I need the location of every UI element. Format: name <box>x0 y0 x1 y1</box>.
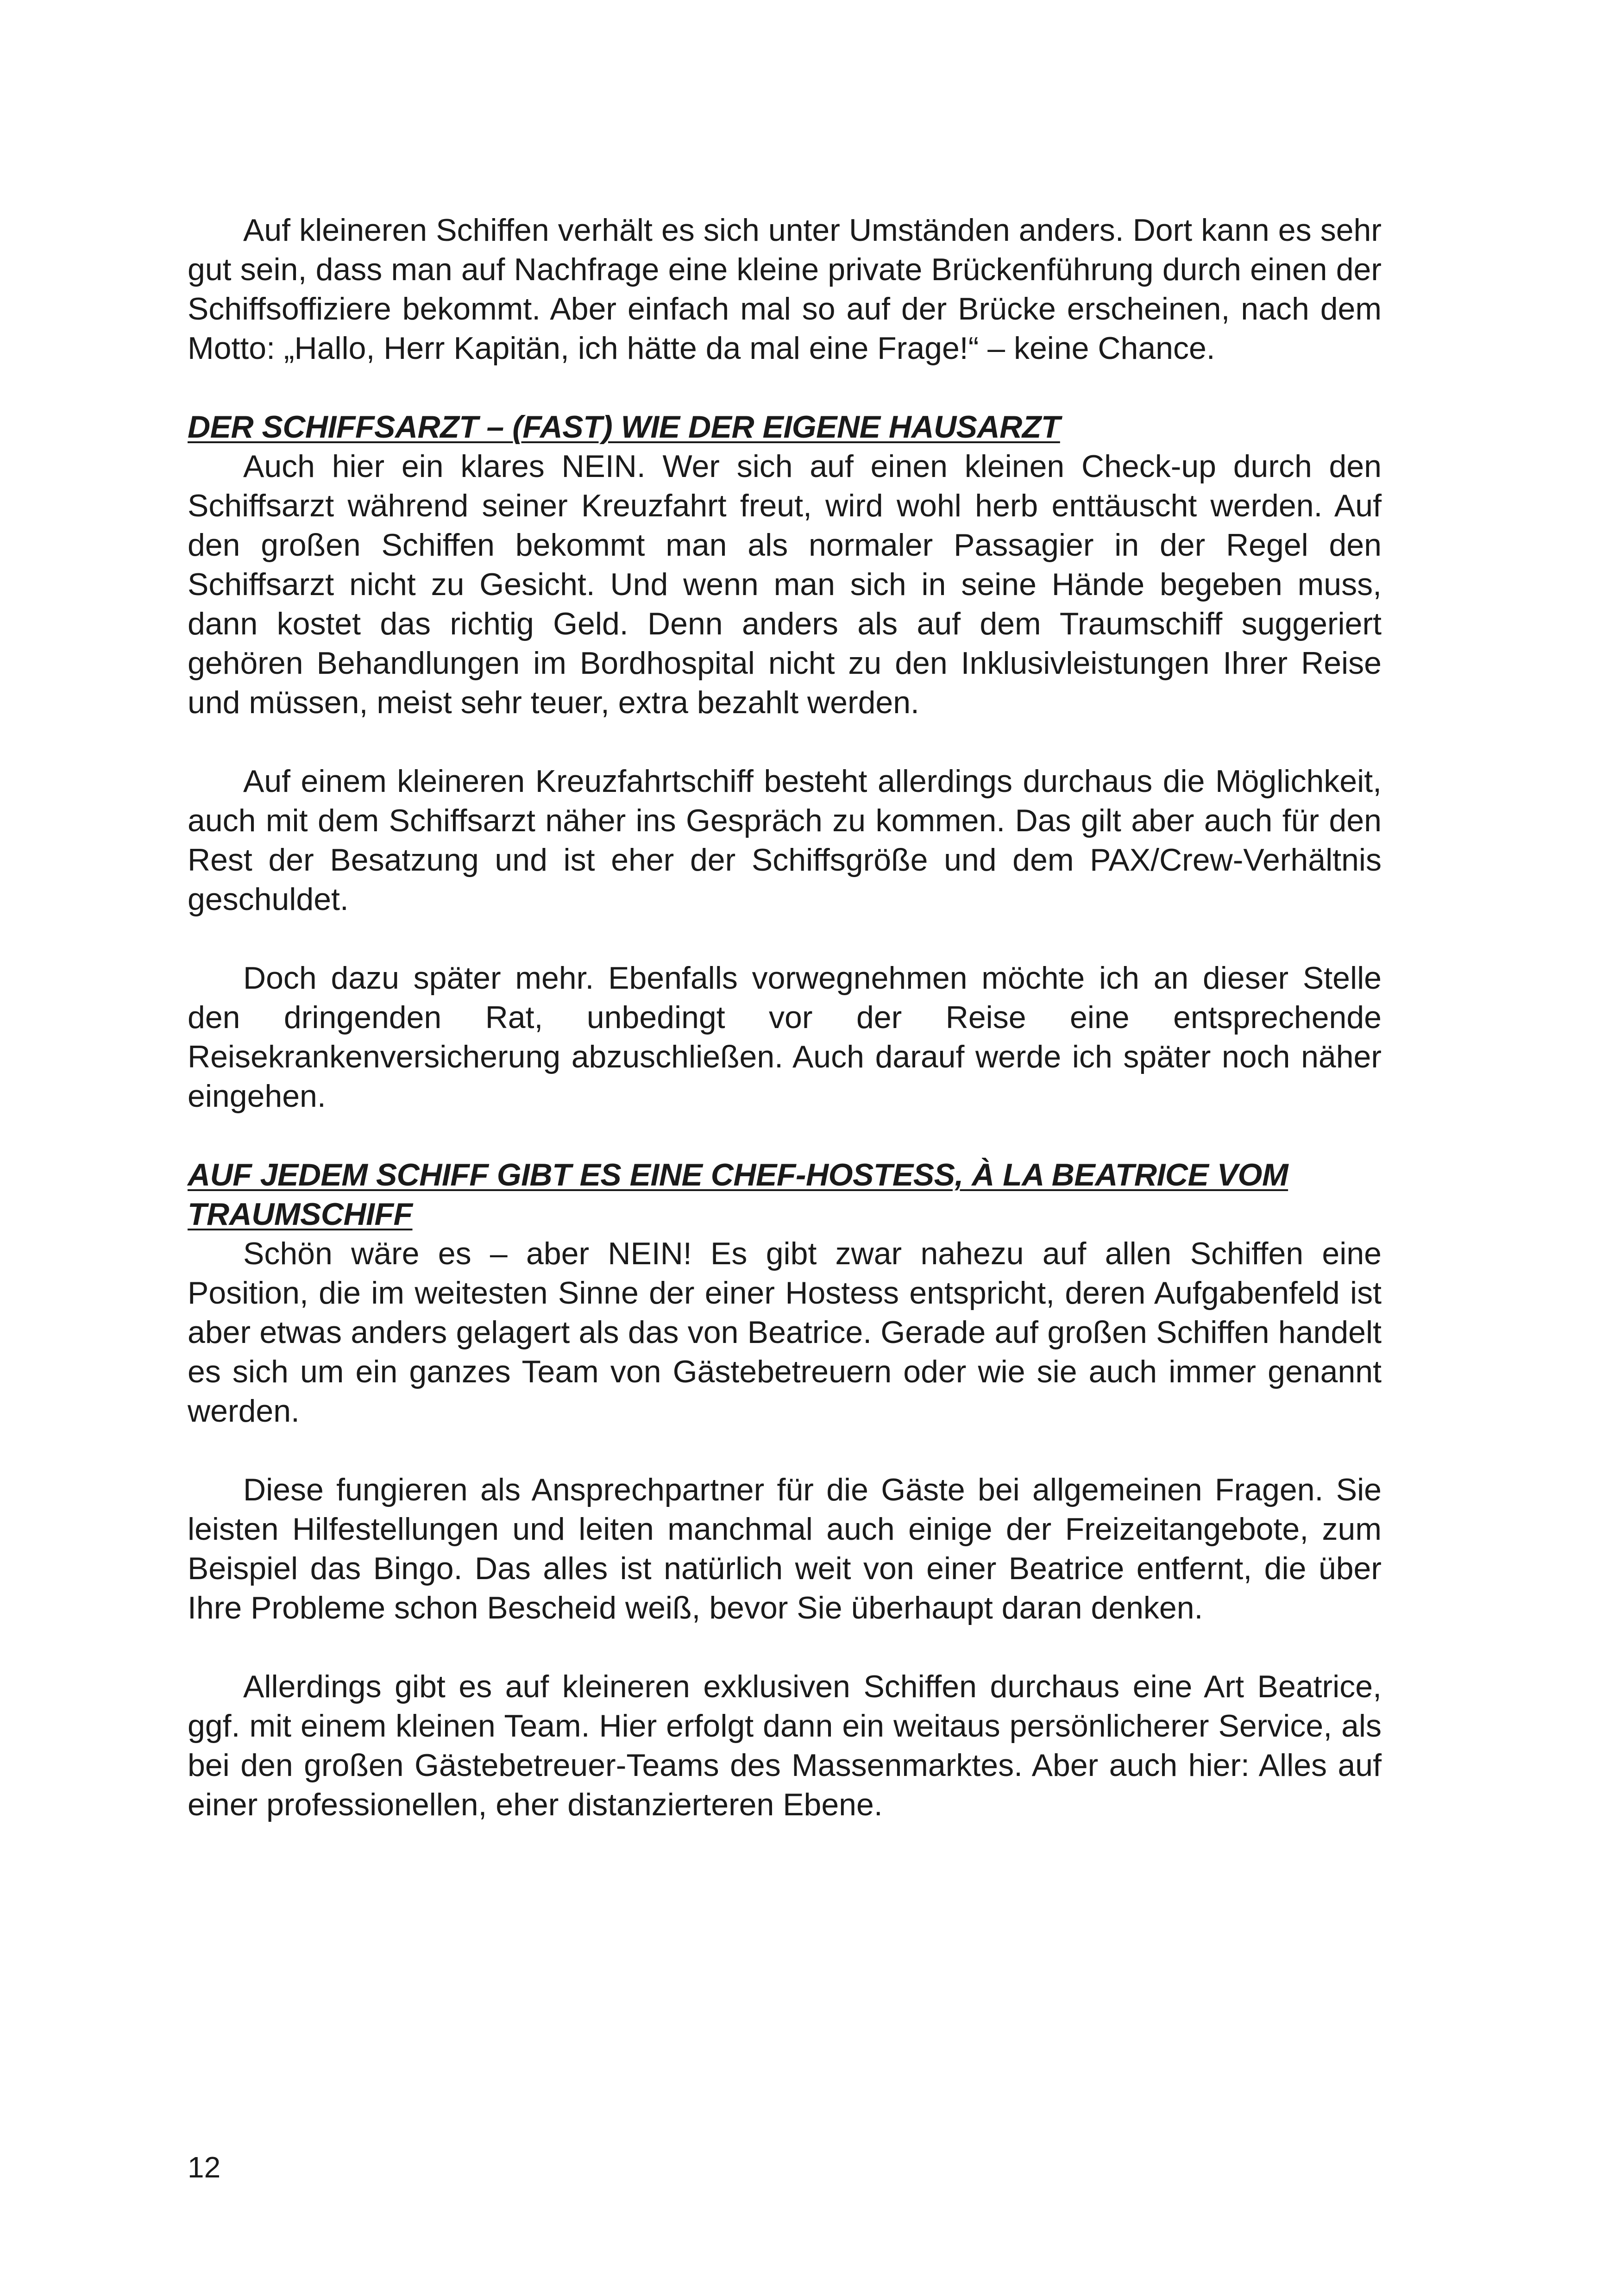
page-body <box>188 211 1382 1825</box>
paragraph-small-ship-doctor: Auf einem kleineren Kreuzfahrtschiff besteht allerdings durchaus die Möglichkeit, auch mit dem Schiffsarzt näher ins Gespräch zu kommen. Das gilt aber auch für den Rest der Besatzung und ist eher der Schiffsgröße und dem PAX/Crew-Verhältnis geschuldet. <box>188 764 1382 917</box>
paragraph-guest-relations: Diese fungieren als Ansprechpartner für die Gäste bei allgemeinen Fragen. Sie leisten Hilfestellungen und leiten manchmal auch einige der Freizeitangebote, zum Beispiel das Bingo. Das alles ist natürlich weit von einer Beatrice entfernt, die über Ihre Probleme schon Bescheid weiß, bevor Sie überhaupt daran denken. <box>188 1472 1382 1625</box>
section-heading-chief-hostess: AUF JEDEM SCHIFF GIBT ES EINE CHEF-HOSTESS, À LA BEATRICE VOM TRAUMSCHIFF <box>188 1157 1288 1232</box>
paragraph-hostess-position: Schön wäre es – aber NEIN! Es gibt zwar nahezu auf allen Schiffen eine Position, die im weitesten Sinne der einer Hostess entspricht, deren Aufgabenfeld ist aber etwas anders gelagert als das von Beatrice. Gerade auf großen Schiffen handelt es sich um ein ganzes Team von Gästebetreuern oder wie sie auch immer genannt werden. <box>188 1236 1382 1429</box>
paragraph-ship-doctor: Auch hier ein klares NEIN. Wer sich auf einen kleinen Check-up durch den Schiffsarzt während seiner Kreuzfahrt freut, wird wohl herb enttäuscht werden. Auf den großen Schiffen bekommt man als normaler Passagier in der Regel den Schiffsarzt nicht zu Gesicht. Und wenn man sich in seine Hände begeben muss, dann kostet das richtig Geld. Denn anders als auf dem Traumschiff suggeriert gehören Behandlungen im Bordhospital nicht zu den Inklusivleistungen Ihrer Reise und müssen, meist sehr teuer, extra bezahlt werden. <box>188 449 1382 720</box>
section-heading-ship-doctor: DER SCHIFFSARZT – (FAST) WIE DER EIGENE HAUSARZT <box>188 409 1060 445</box>
page-number: 12 <box>188 2151 221 2184</box>
paragraph-travel-insurance: Doch dazu später mehr. Ebenfalls vorwegnehmen möchte ich an dieser Stelle den dringenden Rat, unbedingt vor der Reise eine entsprechende Reisekrankenversicherung abzuschließen. Auch darauf werde ich später noch näher eingehen. <box>188 960 1382 1114</box>
paragraph-bridge-tour: Auf kleineren Schiffen verhält es sich unter Umständen anders. Dort kann es sehr gut sein, dass man auf Nachfrage eine kleine private Brückenführung durch einen der Schiffsoffiziere bekommt. Aber einfach mal so auf der Brücke erscheinen, nach dem Motto: „Hallo, Herr Kapitän, ich hätte da mal eine Frage!“ – keine Chance. <box>188 213 1382 366</box>
paragraph-exclusive-ships: Allerdings gibt es auf kleineren exklusiven Schiffen durchaus eine Art Beatrice, ggf. mit einem kleinen Team. Hier erfolgt dann ein weitaus persönlicherer Service, als bei den großen Gästebetreuer-Teams des Massenmarktes. Aber auch hier: Alles auf einer professionellen, eher distanzierteren Ebene. <box>188 1669 1382 1822</box>
